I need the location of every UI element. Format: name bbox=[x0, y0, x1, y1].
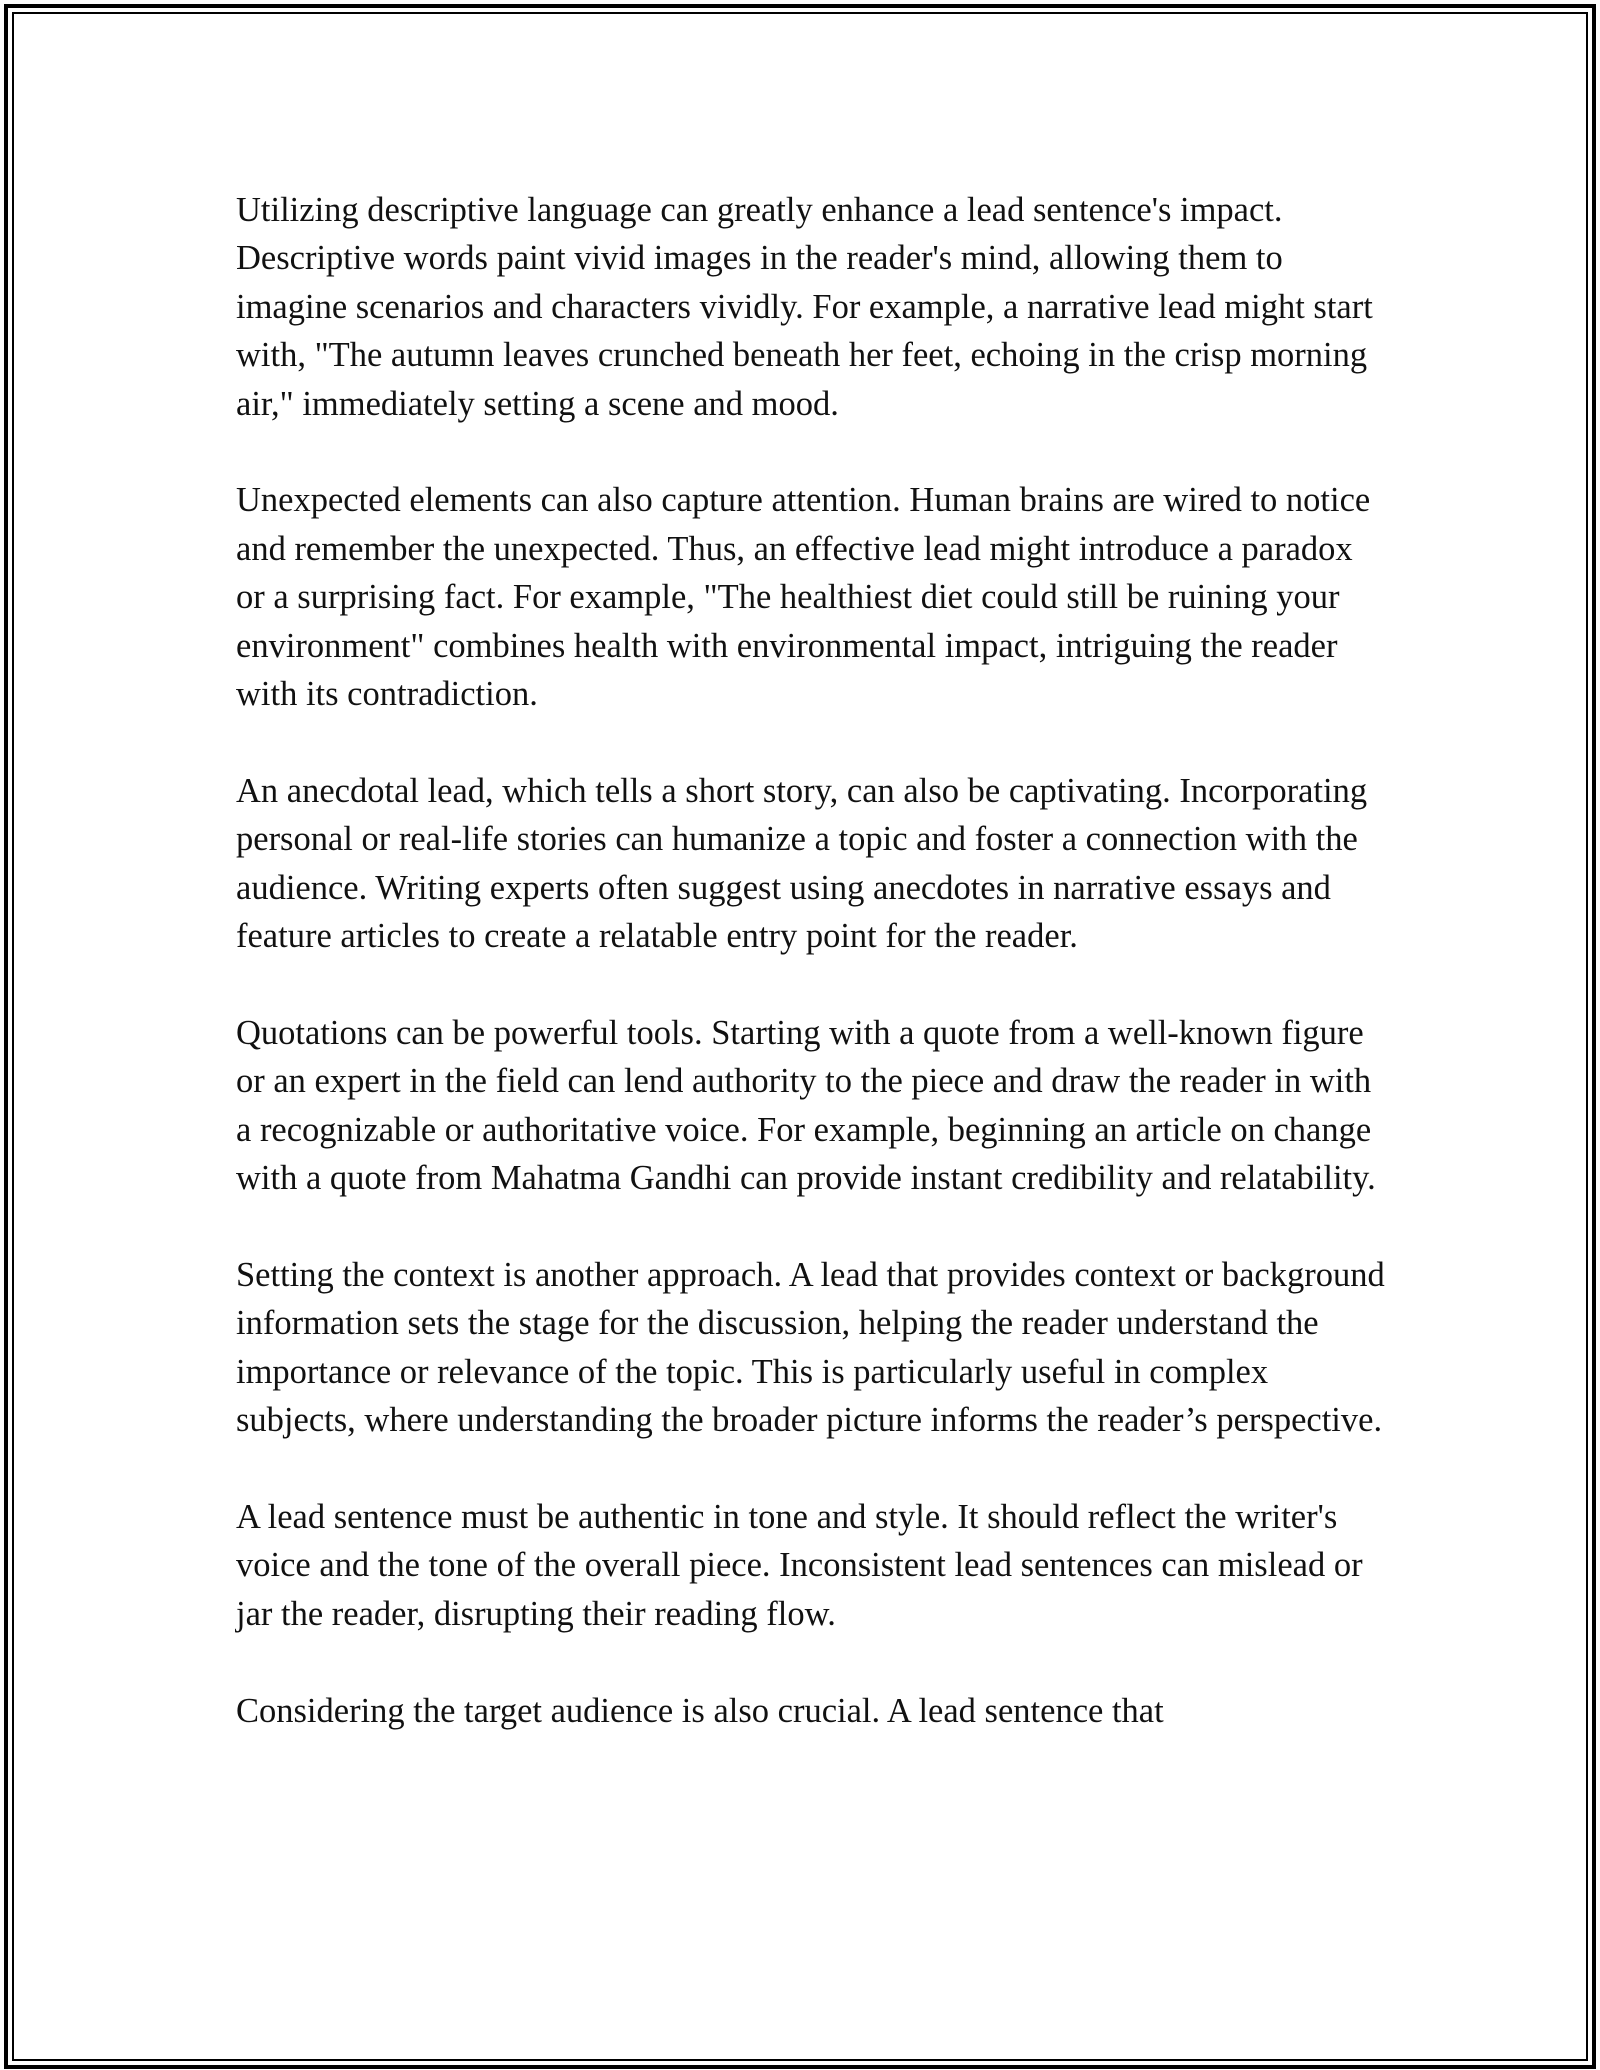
paragraph-quotations: Quotations can be powerful tools. Starting with a quote from a well-known figure or an expert in the field can lend authority to the piece and draw the reader in with a recognizable or authoritative voice. For example, beginning an article on change with a quote from Mahatma Gandhi can provide instant credibility and relatability. bbox=[236, 1013, 1376, 1198]
paragraph-anecdotal-lead: An anecdotal lead, which tells a short story, can also be captivating. Incorporating personal or real-life stories can humanize a topic and foster a connection with the audience. Writing experts often suggest using anecdotes in narrative essays and feature articles to create a relatable entry point for the reader. bbox=[236, 771, 1368, 956]
paragraph-descriptive-language: Utilizing descriptive language can greatly enhance a lead sentence's impact. Descriptive words paint vivid images in the reader's mind, allowing them to imagine scenarios and characters vividly. For example, a narrative lead might start with, "The autumn leaves crunched beneath her feet, echoing in the crisp morning air," immediately setting a scene and mood. bbox=[236, 191, 1373, 423]
paragraph-authentic-tone: A lead sentence must be authentic in tone and style. It should reflect the writer's voice and the tone of the overall piece. Inconsistent lead sentences can mislead or jar the reader, disrupting their reading flow. bbox=[236, 1497, 1363, 1633]
paragraph-unexpected-elements: Unexpected elements can also capture attention. Human brains are wired to notice and remember the unexpected. Thus, an effective lead might introduce a paradox or a surprising fact. For example, "The healthiest diet could still be ruining your environment" combines health with environmental impact, intriguing the reader with its contradiction. bbox=[236, 481, 1371, 714]
paragraph-setting-context: Setting the context is another approach. A lead that provides context or background information sets the stage for the discussion, helping the reader understand the importance or relevance of the topic. This is particularly useful in complex subjects, where understanding the broader picture informs the reader’s perspective. bbox=[236, 1255, 1385, 1440]
paragraph-target-audience: Considering the target audience is also crucial. A lead sentence that bbox=[236, 1691, 1164, 1730]
document-body bbox=[236, 186, 1386, 1783]
